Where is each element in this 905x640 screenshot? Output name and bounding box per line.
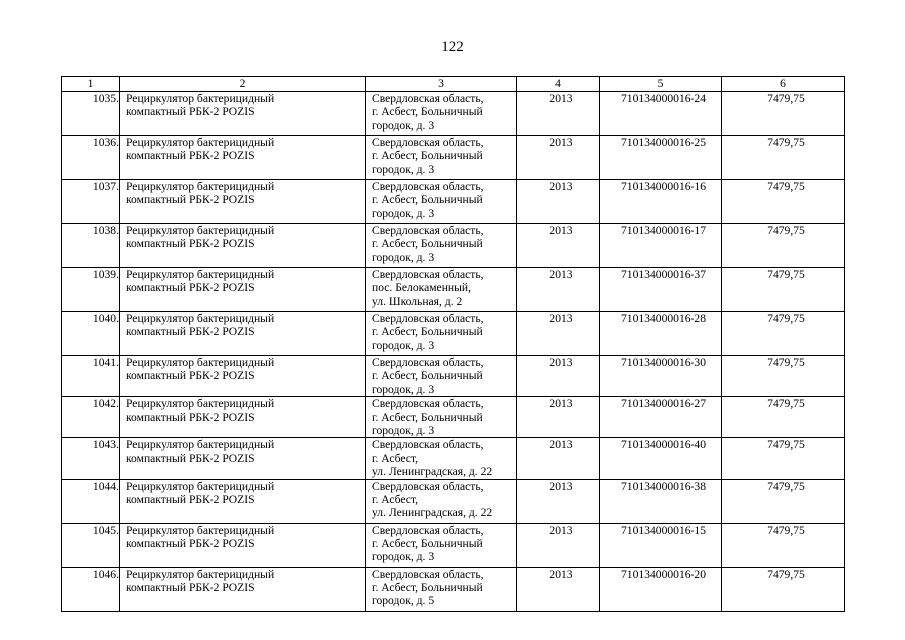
row-number: 1044. bbox=[62, 479, 120, 523]
item-year: 2013 bbox=[517, 356, 600, 397]
item-address-line: Свердловская область, bbox=[372, 567, 484, 581]
item-name-line: компактный РБК-2 POZIS bbox=[126, 581, 255, 595]
item-name-line: Рециркулятор бактерицидный bbox=[126, 92, 275, 105]
item-year: 2013 bbox=[517, 136, 600, 180]
item-price: 7479,75 bbox=[722, 268, 845, 312]
table-row bbox=[62, 136, 845, 180]
item-address bbox=[366, 180, 517, 224]
item-address-line: городок, д. 3 bbox=[372, 118, 435, 132]
item-price: 7479,75 bbox=[722, 180, 845, 224]
item-inventory-code: 710134000016-27 bbox=[600, 397, 722, 438]
item-address-line: Свердловская область, bbox=[372, 268, 484, 281]
item-year: 2013 bbox=[517, 567, 600, 611]
item-name-line: компактный РБК-2 POZIS bbox=[126, 537, 255, 551]
item-name bbox=[120, 479, 366, 523]
item-address-line: г. Асбест, Больничный bbox=[372, 369, 483, 383]
item-inventory-code: 710134000016-24 bbox=[600, 92, 722, 136]
item-address-line: городок, д. 3 bbox=[372, 338, 435, 352]
item-address bbox=[366, 479, 517, 523]
inventory-table bbox=[61, 76, 845, 612]
item-address-line: ул. Школьная, д. 2 bbox=[372, 294, 463, 308]
item-year: 2013 bbox=[517, 479, 600, 523]
item-address-line: городок, д. 5 bbox=[372, 594, 435, 608]
item-address-line: Свердловская область, bbox=[372, 92, 484, 105]
item-address bbox=[366, 312, 517, 356]
item-year: 2013 bbox=[517, 397, 600, 438]
item-address-line: Свердловская область, bbox=[372, 312, 484, 325]
item-address-line: г. Асбест, Больничный bbox=[372, 149, 483, 163]
item-inventory-code: 710134000016-17 bbox=[600, 224, 722, 268]
item-name-line: Рециркулятор бактерицидный bbox=[126, 136, 275, 149]
column-header-4: 4 bbox=[517, 77, 600, 92]
item-inventory-code: 710134000016-20 bbox=[600, 567, 722, 611]
item-address-line: г. Асбест, Больничный bbox=[372, 105, 483, 119]
item-name-line: компактный РБК-2 POZIS bbox=[126, 237, 255, 251]
item-address-line: г. Асбест, Больничный bbox=[372, 325, 483, 339]
item-name bbox=[120, 397, 366, 438]
item-price: 7479,75 bbox=[722, 523, 845, 567]
item-name-line: компактный РБК-2 POZIS bbox=[126, 493, 255, 507]
item-inventory-code: 710134000016-25 bbox=[600, 136, 722, 180]
table-row bbox=[62, 92, 845, 136]
row-number: 1046. bbox=[62, 567, 120, 611]
item-price: 7479,75 bbox=[722, 224, 845, 268]
item-name-line: Рециркулятор бактерицидный bbox=[126, 523, 275, 537]
item-address-line: городок, д. 3 bbox=[372, 424, 435, 438]
table-row bbox=[62, 567, 845, 611]
table-row bbox=[62, 438, 845, 479]
item-price: 7479,75 bbox=[722, 92, 845, 136]
item-name bbox=[120, 180, 366, 224]
column-header-5: 5 bbox=[600, 77, 722, 92]
item-address-line: ул. Ленинградская, д. 22 bbox=[372, 506, 493, 520]
item-name-line: Рециркулятор бактерицидный bbox=[126, 224, 275, 237]
column-header-3: 3 bbox=[366, 77, 517, 92]
table-row bbox=[62, 312, 845, 356]
item-address-line: г. Асбест, Больничный bbox=[372, 410, 483, 424]
item-address-line: городок, д. 3 bbox=[372, 206, 435, 220]
item-address-line: Свердловская область, bbox=[372, 224, 484, 237]
item-price: 7479,75 bbox=[722, 136, 845, 180]
item-name-line: компактный РБК-2 POZIS bbox=[126, 193, 255, 207]
item-address-line: городок, д. 3 bbox=[372, 382, 435, 396]
item-year: 2013 bbox=[517, 180, 600, 224]
item-price: 7479,75 bbox=[722, 438, 845, 479]
table-row bbox=[62, 268, 845, 312]
item-name bbox=[120, 136, 366, 180]
item-name bbox=[120, 567, 366, 611]
item-address bbox=[366, 523, 517, 567]
item-name-line: компактный РБК-2 POZIS bbox=[126, 105, 255, 119]
item-price: 7479,75 bbox=[722, 312, 845, 356]
item-year: 2013 bbox=[517, 224, 600, 268]
item-address-line: городок, д. 3 bbox=[372, 250, 435, 264]
item-address bbox=[366, 567, 517, 611]
table-body bbox=[62, 92, 845, 612]
item-name-line: Рециркулятор бактерицидный bbox=[126, 567, 275, 581]
item-address bbox=[366, 438, 517, 479]
item-inventory-code: 710134000016-30 bbox=[600, 356, 722, 397]
item-address bbox=[366, 397, 517, 438]
item-name-line: Рециркулятор бактерицидный bbox=[126, 180, 275, 193]
item-address-line: г. Асбест, bbox=[372, 493, 419, 507]
item-inventory-code: 710134000016-15 bbox=[600, 523, 722, 567]
item-name-line: Рециркулятор бактерицидный bbox=[126, 356, 275, 369]
item-year: 2013 bbox=[517, 92, 600, 136]
item-address-line: ул. Ленинградская, д. 22 bbox=[372, 465, 493, 479]
item-address-line: г. Асбест, bbox=[372, 451, 419, 465]
item-address-line: Свердловская область, bbox=[372, 523, 484, 537]
item-address-line: Свердловская область, bbox=[372, 438, 484, 452]
item-name-line: Рециркулятор бактерицидный bbox=[126, 479, 275, 493]
page-number: 122 bbox=[441, 39, 464, 55]
row-number: 1036. bbox=[62, 136, 120, 180]
row-number: 1038. bbox=[62, 224, 120, 268]
item-name bbox=[120, 312, 366, 356]
item-price: 7479,75 bbox=[722, 397, 845, 438]
column-header-1: 1 bbox=[62, 77, 120, 92]
item-price: 7479,75 bbox=[722, 479, 845, 523]
item-year: 2013 bbox=[517, 312, 600, 356]
row-number: 1045. bbox=[62, 523, 120, 567]
item-address-line: г. Асбест, Больничный bbox=[372, 581, 483, 595]
item-name bbox=[120, 268, 366, 312]
item-name-line: компактный РБК-2 POZIS bbox=[126, 281, 255, 295]
item-name-line: компактный РБК-2 POZIS bbox=[126, 325, 255, 339]
table-row bbox=[62, 180, 845, 224]
item-name bbox=[120, 224, 366, 268]
column-header-6: 6 bbox=[722, 77, 845, 92]
item-address-line: пос. Белокаменный, bbox=[372, 281, 472, 295]
item-year: 2013 bbox=[517, 438, 600, 479]
item-name-line: компактный РБК-2 POZIS bbox=[126, 410, 255, 424]
item-inventory-code: 710134000016-37 bbox=[600, 268, 722, 312]
item-name-line: Рециркулятор бактерицидный bbox=[126, 438, 275, 452]
item-name-line: Рециркулятор бактерицидный bbox=[126, 268, 275, 281]
item-year: 2013 bbox=[517, 523, 600, 567]
item-name-line: компактный РБК-2 POZIS bbox=[126, 369, 255, 383]
item-address bbox=[366, 356, 517, 397]
item-address-line: г. Асбест, Больничный bbox=[372, 237, 483, 251]
item-name-line: компактный РБК-2 POZIS bbox=[126, 149, 255, 163]
item-name-line: компактный РБК-2 POZIS bbox=[126, 451, 255, 465]
row-number: 1039. bbox=[62, 268, 120, 312]
item-address bbox=[366, 92, 517, 136]
item-year: 2013 bbox=[517, 268, 600, 312]
item-address-line: Свердловская область, bbox=[372, 397, 484, 411]
item-address-line: Свердловская область, bbox=[372, 356, 484, 369]
row-number: 1041. bbox=[62, 356, 120, 397]
item-name bbox=[120, 438, 366, 479]
item-inventory-code: 710134000016-40 bbox=[600, 438, 722, 479]
item-name bbox=[120, 523, 366, 567]
item-name bbox=[120, 356, 366, 397]
header-row bbox=[62, 77, 845, 92]
item-name bbox=[120, 92, 366, 136]
item-price: 7479,75 bbox=[722, 356, 845, 397]
item-address-line: Свердловская область, bbox=[372, 479, 484, 493]
table-row bbox=[62, 397, 845, 438]
table-row bbox=[62, 523, 845, 567]
item-name-line: Рециркулятор бактерицидный bbox=[126, 397, 275, 411]
item-address-line: Свердловская область, bbox=[372, 180, 484, 193]
item-address-line: городок, д. 3 bbox=[372, 162, 435, 176]
item-address bbox=[366, 268, 517, 312]
table-row bbox=[62, 356, 845, 397]
row-number: 1040. bbox=[62, 312, 120, 356]
item-inventory-code: 710134000016-38 bbox=[600, 479, 722, 523]
item-address-line: городок, д. 3 bbox=[372, 550, 435, 564]
table-row bbox=[62, 224, 845, 268]
row-number: 1042. bbox=[62, 397, 120, 438]
item-address bbox=[366, 224, 517, 268]
item-address-line: Свердловская область, bbox=[372, 136, 484, 149]
row-number: 1035. bbox=[62, 92, 120, 136]
row-number: 1037. bbox=[62, 180, 120, 224]
item-price: 7479,75 bbox=[722, 567, 845, 611]
item-inventory-code: 710134000016-16 bbox=[600, 180, 722, 224]
row-number: 1043. bbox=[62, 438, 120, 479]
item-address-line: г. Асбест, Больничный bbox=[372, 193, 483, 207]
item-address-line: г. Асбест, Больничный bbox=[372, 537, 483, 551]
column-header-2: 2 bbox=[120, 77, 366, 92]
table-row bbox=[62, 479, 845, 523]
item-name-line: Рециркулятор бактерицидный bbox=[126, 312, 275, 325]
item-address bbox=[366, 136, 517, 180]
item-inventory-code: 710134000016-28 bbox=[600, 312, 722, 356]
